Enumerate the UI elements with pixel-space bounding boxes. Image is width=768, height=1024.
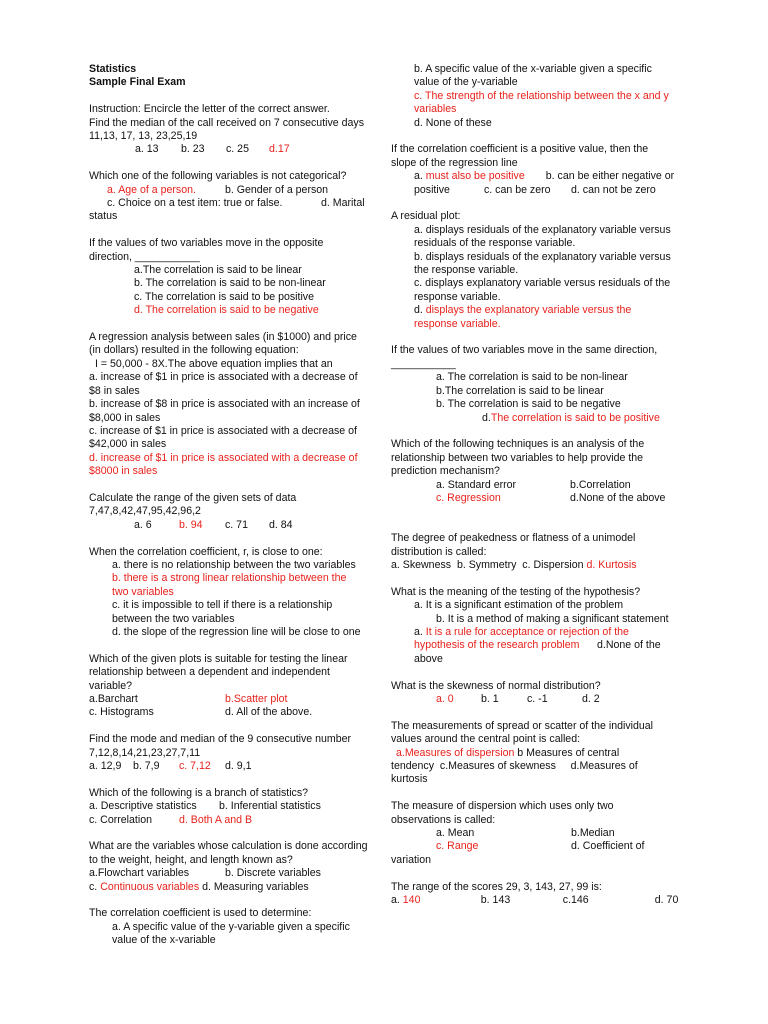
option-a: a. A specific value of the y-variable given a specific [112,920,350,933]
option-d-answer-cont: response variable. [414,317,501,330]
option-a: a. there is no relationship between the two variables [112,558,356,571]
option-d-cont: above [414,652,443,665]
question-stem: relationship between two variables to help provide the [391,451,644,464]
option-b: b. can be either negative or [545,170,675,183]
option-a-cont: value of the x-variable [112,934,216,947]
options-abc: a. Skewness b. Symmetry c. Dispersion [391,558,587,571]
question-stem: Which of the given plots is suitable for testing the linear [89,652,348,665]
question-15 [391,438,701,505]
question-stem: prediction mechanism? [391,465,500,478]
option-d: d. None of these [414,116,492,129]
option-c-answer-cont: hypothesis of the research problem [414,639,580,652]
option-a: a.The correlation is said to be linear [134,264,302,277]
option-d-answer: d. increase of $1 in price is associated with a decrease of [89,451,358,464]
option-b: b. displays residuals of the explanatory variable versus [414,250,671,263]
option-c: c. 71 [225,518,248,531]
question-stem: What is the meaning of the testing of the hypothesis? [391,585,641,598]
option-a: a. 12,9 [89,760,122,772]
option-c: b. The correlation is said to be negative [436,398,621,411]
option-b-cont: tendency [391,760,434,772]
question-stem: slope of the regression line [391,156,518,169]
question-1 [89,103,389,157]
option-a: a. The correlation is said to be non-linear [436,371,628,384]
option-b-answer-cont: two variables [112,585,174,598]
option-c: c.Measures of skewness [439,760,556,772]
option-b-cont: positive [414,183,450,196]
option-c: c. -1 [527,692,548,705]
option-b: b. 1 [481,692,499,705]
option-d-answer: d. The correlation is said to be negative [134,304,319,317]
question-17 [391,586,701,666]
option-a-prefix: a. [414,170,426,183]
option-c: c. it is impossible to tell if there is a relationship [112,599,333,612]
question-7 [89,653,389,720]
option-b: b. Gender of a person [225,183,329,196]
option-b: b. increase of $8 in price is associated with an increase of [89,398,360,411]
option-a: a. displays residuals of the explanatory variable versus [414,223,671,236]
document-subtitle: Sample Final Exam [89,76,186,89]
question-stem: What are the variables whose calculation is done according [89,840,368,853]
option-b: b. It is a method of making a significant statement [436,612,669,625]
option-c-cont: $42,000 in sales [89,438,167,451]
option-d-cont: kurtosis [391,773,428,786]
option-d-cont: variation [391,853,432,866]
option-c-answer: Continuous variables [100,880,200,893]
question-stem: When the correlation coefficient, r, is close to one: [89,545,323,558]
question-14: If the values of two variables move in the same direction, ___________ a. The correlation is said to be non-linear b.The correlation is said to be linear b. The correlation is said to be negative d.The correlation is said to be positive [391,344,701,424]
option-c-cont: between the two variables [112,612,235,625]
option-d-answer-cont: $8000 in sales [89,465,158,478]
question-stem: Which of the following techniques is an analysis of the [391,438,645,451]
option-c: c. The correlation is said to be positive [134,290,314,303]
question-stem: The measure of dispersion which uses only two [391,800,614,813]
question-19 [391,720,701,787]
question-11-continued [391,63,701,130]
question-21 [391,881,701,908]
option-a: a.Barchart [89,692,138,705]
option-b-cont: value of the y-variable [414,76,518,89]
question-20 [391,800,701,867]
option-b: b. 7,9 [133,760,160,772]
question-stem: to the weight, height, and length known as? [89,853,293,866]
question-stem: If the values of two variables move in the opposite [89,237,324,250]
option-b: b. Discrete variables [225,867,321,880]
question-12 [391,143,701,197]
option-d: d. Coefficient of [571,840,645,853]
option-c-prefix: a. [414,625,426,638]
option-c-answer: It is a rule for acceptance or rejection of the [425,625,629,638]
option-a: a. 13 [135,143,159,156]
option-a-cont: residuals of the response variable. [414,237,576,250]
option-a: a. 6 [134,518,152,531]
option-b-cont: the response variable. [414,264,519,277]
option-d: d.None of the [597,639,661,652]
question-2 [89,170,389,224]
option-a: a. It is a significant estimation of the problem [414,599,624,612]
question-5 [89,492,389,532]
option-c: c. displays explanatory variable versus residuals of the [414,277,671,290]
option-d-cont: status [89,210,118,223]
option-c: c. increase of $1 in price is associated with a decrease of [89,424,357,437]
option-c-prefix: c. [89,880,101,893]
question-stem: Find the mode and median of the 9 consecutive number [89,733,352,746]
question-stem: I = 50,000 - 8X.The above equation implies that an [95,357,333,370]
question-stem: distribution is called: [391,545,487,558]
question-18 [391,680,701,707]
question-stem: A residual plot: [391,210,461,223]
option-a-prefix: a. [391,894,403,907]
option-b: b. Inferential statistics [219,800,321,813]
question-stem: 7,12,8,14,21,23,27,7,11 [89,746,201,759]
question-stem: What is the skewness of normal distribution? [391,679,601,692]
question-stem: The range of the scores 29, 3, 143, 27, 99 is: [391,880,602,893]
option-d: d.None of the above [570,491,666,504]
question-stem: If the correlation coefficient is a positive value, then the [391,143,649,156]
option-b: b.Correlation [570,478,631,491]
option-c-answer: c. Regression [436,491,501,504]
question-4 [89,331,389,478]
option-a-answer: must also be positive [425,170,525,183]
option-c: c. 25 [226,143,249,156]
option-d-answer: d. Kurtosis [586,558,637,571]
option-a: a. Descriptive statistics [89,800,197,813]
option-d-answer-text: The correlation is said to be positive [490,411,660,424]
option-b: b. A specific value of the x-variable given a specific [414,63,652,75]
question-stem: The correlation coefficient is used to determine: [89,907,312,920]
question-stem: ___________ [391,357,456,370]
option-d: d. 9,1 [225,760,252,772]
question-stem: relationship between a dependent and independent [89,666,330,679]
option-b-answer: b. there is a strong linear relationship between the [112,572,347,585]
question-11 [89,907,389,947]
option-b: b. 143 [480,894,511,907]
option-b: b.The correlation is said to be linear [436,384,604,397]
option-d: d. All of the above. [225,706,313,719]
option-a: a. increase of $1 in price is associated with a decrease of [89,371,358,384]
question-stem: Which one of the following variables is not categorical? [89,170,347,183]
option-d-answer: d. Both A and B [179,813,253,826]
option-d: d. 70 [654,894,679,907]
option-c: c. can be zero [484,183,551,196]
question-stem: direction, ___________ [89,250,200,263]
instruction: Instruction: Encircle the letter of the correct answer. [89,103,330,116]
question-16 [391,532,701,572]
option-a-cont: $8 in sales [89,384,140,397]
question-stem: observations is called: [391,813,496,826]
right-column [391,63,701,907]
left-column [89,63,389,948]
question-13 [391,210,701,331]
option-a-answer: 140 [402,894,421,907]
option-c-answer: c. The strength of the relationship between the x and y [414,89,669,102]
question-stem: Which of the following is a branch of statistics? [89,786,309,799]
option-a: a. Standard error [436,478,517,491]
option-a-answer: a.Measures of dispersion [396,746,515,759]
question-stem: (in dollars) resulted in the following equation: [89,344,299,357]
option-b: b Measures of central [514,746,620,759]
question-6 [89,546,389,640]
option-d: d. 84 [269,518,293,531]
option-c-answer: c. Range [436,840,479,853]
question-stem: values around the central point is called: [391,733,581,746]
option-d-answer: d.17 [269,143,290,156]
option-d: d.Measures of [570,760,638,772]
option-c: c. Correlation [89,813,152,826]
question-8 [89,733,389,773]
option-c-answer: c. 7,12 [179,760,211,772]
option-a-answer: a. Age of a person. [107,183,196,196]
option-c: c. Histograms [89,706,154,719]
question-stem: 11,13, 17, 13, 23,25,19 [89,130,198,143]
option-b: b.Median [571,827,615,840]
option-a: a. Mean [436,827,475,840]
question-9 [89,787,389,827]
option-a: a.Flowchart variables [89,867,190,880]
option-a-answer: a. 0 [436,692,454,705]
option-d: d. the slope of the regression line will be close to one [112,625,361,638]
question-stem: If the values of two variables move in the same direction, [391,344,658,357]
question-stem: The degree of peakedness or flatness of a unimodel [391,532,636,545]
option-b: b. The correlation is said to be non-linear [134,277,326,290]
option-d: d. 2 [582,692,600,705]
option-d-answer: displays the explanatory variable versus the [425,304,632,317]
option-d: d. can not be zero [571,183,656,196]
option-c: c.146 [562,894,589,907]
option-b-cont: $8,000 in sales [89,411,161,424]
question-stem: 7,47,8,42,47,95,42,96,2 [89,505,201,518]
option-b-answer: b. 94 [179,518,203,531]
options-row [89,143,389,156]
document-title: Statistics [89,63,137,75]
question-stem: The measurements of spread or scatter of the individual [391,719,654,732]
question-stem: Calculate the range of the given sets of data [89,491,297,504]
option-c: c. Choice on a test item: true or false. [107,197,283,210]
option-c-cont: response variable. [414,290,501,303]
option-c-answer-cont: variables [414,103,457,116]
question-10 [89,840,389,894]
option-b-answer: b.Scatter plot [225,692,288,705]
option-d-prefix: d. [414,304,426,317]
question-stem: A regression analysis between sales (in $1000) and price [89,331,357,344]
option-b: b. 23 [181,143,205,156]
question-stem: Find the median of the call received on 7 consecutive days [89,116,365,129]
option-d: d. Measuring variables [202,880,309,893]
question-stem: variable? [89,679,132,692]
option-d: d. Marital [321,197,365,210]
question-3 [89,237,389,317]
